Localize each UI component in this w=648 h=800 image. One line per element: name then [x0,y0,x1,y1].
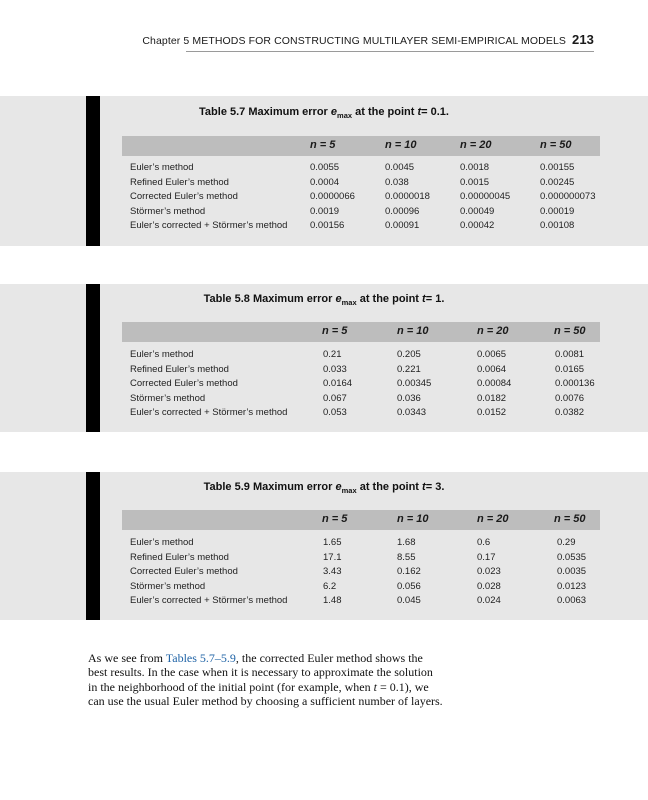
caption-text: Maximum error [248,106,328,118]
table-row [0,566,648,580]
body-paragraph [88,651,443,709]
paragraph-variable: t [373,679,377,694]
caption-point: = 0.1. [421,106,449,118]
row-label: Euler’s method [130,162,194,173]
cell-value: 0.028 [477,580,501,592]
cell-value: 0.0055 [310,162,340,173]
column-header: n = 5 [310,139,336,151]
caption-point: = 1. [425,293,445,305]
caption-subscript: max [341,298,357,308]
table-5-9-panel [0,472,648,620]
cell-value: 8.55 [397,551,416,563]
table-row [0,364,648,378]
table-row [0,349,648,363]
column-header: n = 50 [554,513,586,525]
row-label: Euler’s method [130,537,194,548]
table-label: Table 5.8 [203,293,250,305]
cell-value: 0.00155 [540,162,575,173]
row-label: Störmer’s method [130,205,206,217]
column-header: n = 20 [460,139,492,151]
cell-value: 0.00019 [540,205,575,217]
cell-value: 0.00245 [540,176,575,188]
table-row [0,162,648,176]
row-label: Corrected Euler’s method [130,378,238,389]
cell-value: 0.0343 [397,407,427,418]
column-header: n = 10 [397,513,429,525]
chapter-title: Chapter 5 METHODS FOR CONSTRUCTING MULTILAYER SEMI-EMPIRICAL MODELS [142,35,566,47]
paragraph-text: As we see from [88,651,166,665]
cell-value: 1.68 [397,537,416,548]
row-label: Störmer’s method [130,580,206,592]
cell-value: 0.000136 [555,378,595,389]
column-header: n = 10 [385,139,417,151]
cell-value: 0.0045 [385,162,415,173]
cell-value: 0.0164 [323,378,353,389]
tables-link[interactable]: Tables 5.7–5.9 [165,651,236,665]
column-header: n = 50 [554,325,586,337]
cell-value: 0.0015 [460,176,490,188]
cell-value: 1.48 [323,595,342,606]
table-caption [0,106,648,120]
cell-value: 0.0182 [477,392,507,404]
table-header-row [122,510,600,530]
cell-value: 0.0076 [555,392,585,404]
cell-value: 17.1 [323,551,342,563]
cell-value: 0.00156 [310,220,345,231]
row-label: Refined Euler’s method [130,176,229,188]
cell-value: 0.056 [397,580,421,592]
paragraph-text: , the corrected Euler method shows the best results. In the case when it is necessary to approximate the solution in the neighborhood of the initial point (for example, when [88,651,433,694]
cell-value: 0.00000045 [460,191,511,202]
table-row [0,393,648,407]
table-row [0,407,648,421]
cell-value: 0.0535 [557,551,587,563]
cell-value: 0.17 [477,551,496,563]
cell-value: 0.00108 [540,220,575,231]
cell-value: 0.6 [477,537,491,548]
cell-value: 3.43 [323,566,342,577]
row-label: Corrected Euler’s method [130,566,238,577]
paragraph-text: = 0.1), we can use the usual Euler method by choosing a sufficient number of layers. [88,679,443,709]
table-row [0,378,648,392]
cell-value: 0.038 [385,176,409,188]
cell-value: 0.0018 [460,162,490,173]
cell-value: 0.053 [323,407,347,418]
cell-value: 0.00345 [397,378,432,389]
cell-value: 0.0004 [310,176,340,188]
table-header-row [122,136,600,156]
cell-value: 0.0000066 [310,191,355,202]
cell-value: 0.036 [397,392,421,404]
row-label: Refined Euler’s method [130,363,229,375]
cell-value: 0.024 [477,595,501,606]
row-label: Euler’s corrected + Störmer’s method [130,595,288,606]
table-caption [0,293,648,307]
caption-point: = 3. [425,481,445,493]
table-row [0,206,648,220]
cell-value: 0.00096 [385,205,420,217]
table-row [0,220,648,234]
row-label: Störmer’s method [130,392,206,404]
cell-value: 0.0064 [477,363,507,375]
cell-value: 0.000000073 [540,191,596,202]
cell-value: 0.045 [397,595,421,606]
row-label: Euler’s corrected + Störmer’s method [130,407,288,418]
cell-value: 0.023 [477,566,501,577]
table-5-8-panel [0,284,648,432]
cell-value: 0.0382 [555,407,585,418]
running-header [0,32,594,47]
cell-value: 0.0123 [557,580,587,592]
cell-value: 0.00042 [460,220,495,231]
table-label: Table 5.9 [203,481,250,493]
cell-value: 0.0081 [555,349,585,360]
cell-value: 0.0000018 [385,191,430,202]
caption-text: Maximum error [252,481,333,493]
table-row [0,581,648,595]
column-header: n = 10 [397,325,429,337]
cell-value: 0.29 [557,537,576,548]
row-label: Corrected Euler’s method [130,191,238,202]
caption-variable: t [422,481,426,493]
cell-value: 0.067 [323,392,347,404]
cell-value: 6.2 [323,580,337,592]
cell-value: 0.0035 [557,566,587,577]
cell-value: 0.00049 [460,205,495,217]
cell-value: 0.0063 [557,595,587,606]
caption-symbol: e [330,106,338,118]
column-header: n = 5 [322,325,348,337]
cell-value: 0.00091 [385,220,420,231]
table-label: Table 5.7 [199,106,246,118]
caption-variable: t [422,293,426,305]
cell-value: 0.21 [323,349,342,360]
caption-subscript: max [337,111,353,121]
caption-text-post: at the point [359,293,419,305]
table-row [0,177,648,191]
cell-value: 1.65 [323,537,342,548]
row-label: Refined Euler’s method [130,551,229,563]
cell-value: 0.0152 [477,407,507,418]
table-5-7-panel [0,96,648,246]
cell-value: 0.033 [323,363,347,375]
page-number: 213 [572,32,594,47]
table-caption [0,481,648,495]
cell-value: 0.0065 [477,349,507,360]
column-header: n = 5 [322,513,348,525]
table-row [0,191,648,205]
caption-variable: t [417,106,422,118]
caption-subscript: max [341,486,357,496]
table-row [0,595,648,609]
header-rule [186,51,594,52]
column-header: n = 20 [477,325,509,337]
cell-value: 0.205 [397,349,421,360]
caption-symbol: e [335,293,342,305]
caption-text-post: at the point [359,481,419,493]
caption-text-post: at the point [355,106,415,118]
column-header: n = 50 [540,139,572,151]
caption-text: Maximum error [252,293,333,305]
caption-symbol: e [335,481,342,493]
row-label: Euler’s corrected + Störmer’s method [130,220,288,231]
table-row [0,552,648,566]
table-header-row [122,322,600,342]
cell-value: 0.0019 [310,205,340,217]
cell-value: 0.00084 [477,378,512,389]
cell-value: 0.221 [397,363,421,375]
table-row [0,537,648,551]
column-header: n = 20 [477,513,509,525]
row-label: Euler’s method [130,349,194,360]
cell-value: 0.162 [397,566,421,577]
cell-value: 0.0165 [555,363,585,375]
